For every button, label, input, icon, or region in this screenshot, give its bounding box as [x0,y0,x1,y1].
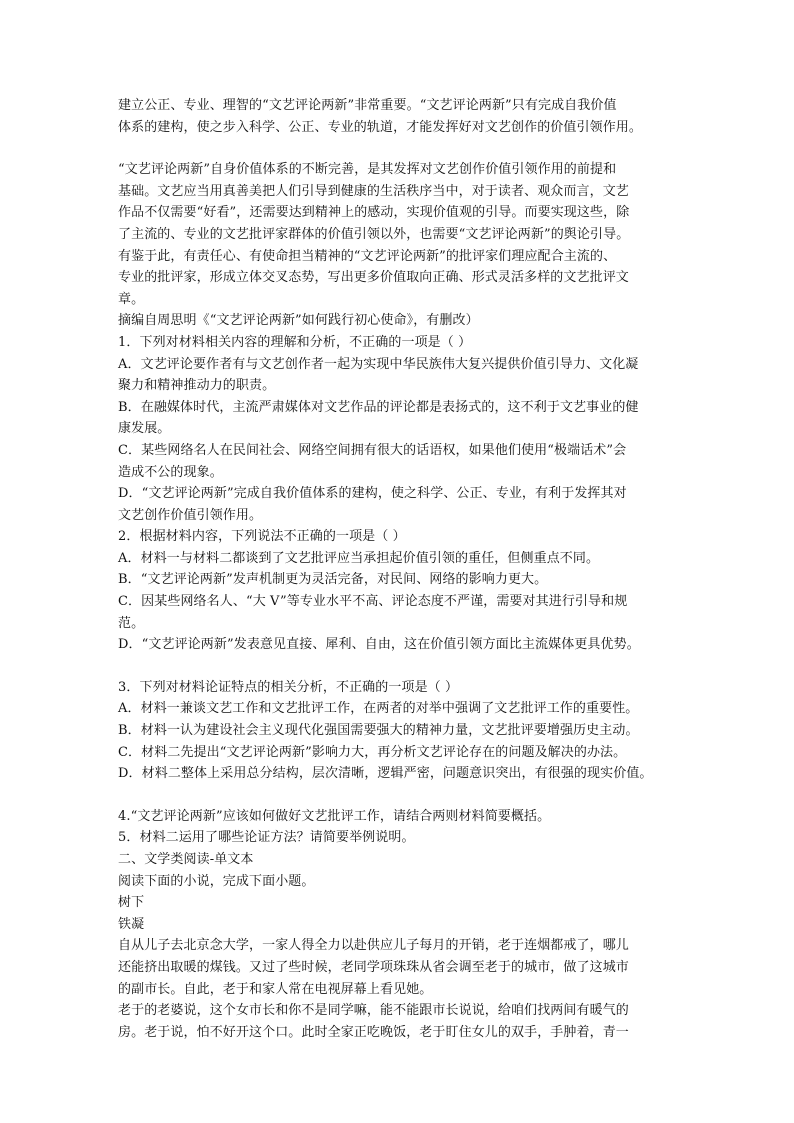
question-stem: 2．根据材料内容，下列说法不正确的一项是（ ） [118,529,406,545]
story-text-line: 还能挤出取暖的煤钱。又过了些时候，老同学项珠珠从省会调至老于的城市，做了这城市 [118,959,629,975]
question-5: 5．材料二运用了哪些论证方法？请简要举例说明。 [118,830,415,846]
question-3 [118,677,683,785]
option-c: C．某些网络名人在民间社会、网络空间拥有很大的话语权，如果他们使用“极端话术”会 [118,442,627,458]
section-heading: 二、文学类阅读-单文本 [118,852,254,867]
text-line: 了主流的、专业的文艺批评家群体的价值引领以外，也需要“文艺评论两新”的舆论引导。 [118,226,630,242]
option-a: A．材料一与材料二都谈到了文艺批评应当承担起价值引领的重任，但侧重点不同。 [118,550,600,566]
option-a: A．文艺评论要作者有与文艺创作者一起为实现中华民族伟大复兴提供价值引导力、文化凝 [118,356,639,372]
option-d-cont: 文艺创作价值引领作用。 [118,507,263,523]
option-d: D．材料二整体上采用总分结构，层次清晰，逻辑严密，问题意识突出，有很强的现实价值。 [118,766,653,782]
story-text-line: 房。老于说，怕不好开这个口。此时全家正吃晚饭，老于盯住女儿的双手，手肿着，青一 [118,1024,629,1040]
question-2 [118,526,683,656]
text-line: 有鉴于此，有责任心、有使命担当精神的“文艺评论两新”的批评家们理应配合主流的、 [118,248,617,264]
section-instruction: 阅读下面的小说，完成下面小题。 [118,873,315,889]
option-b: B．在融媒体时代，主流严肃媒体对文艺作品的评论都是表扬式的，这不利于文艺事业的健 [118,399,639,415]
option-d: D．“文艺评论两新”完成自我价值体系的建构，使之科学、公正、专业，有利于发挥其对 [118,486,627,502]
text-line: 体系的建构，使之步入科学、公正、专业的轨道，才能发挥好对文艺创作的价值引领作用。 [118,119,643,135]
story-text-line: 老于的老婆说，这个女市长和你不是同学嘛，能不能跟市长说说，给咱们找两间有暖气的 [118,1003,629,1019]
material-paragraph [118,159,683,310]
material-ending [118,95,683,138]
text-line: “文艺评论两新”自身价值体系的不断完善，是其发挥对文艺创作价值引领作用的前提和 [118,162,617,178]
option-c: C．因某些网络名人、“大 V”等专业水平不高、评论态度不严谨，需要对其进行引导和规 [118,594,628,610]
question-stem: 3．下列对材料论证特点的相关分析，不正确的一项是（ ） [118,679,459,695]
option-d: D．“文艺评论两新”发表意见直接、犀利、自由，这在价值引领方面比主流媒体更具优势。 [118,637,640,653]
paragraph-gap [118,138,683,159]
text-line: 建立公正、专业、理智的“文艺评论两新”非常重要。“文艺评论两新”只有完成自我价值 [118,98,617,113]
option-b: B．“文艺评论两新”发声机制更为灵活完备，对民间、网络的影响力更大。 [118,572,548,588]
paragraph-gap [118,785,683,806]
question-4: 4.“文艺评论两新”应该如何做好文艺批评工作，请结合两则材料简要概括。 [118,808,551,824]
source-citation: 摘编自周思明《“文艺评论两新”如何践行初心使命》，有删改） [118,313,479,329]
section-2 [118,849,683,1043]
option-c-cont: 造成不公的现象。 [118,464,223,480]
option-b-cont: 康发展。 [118,421,171,437]
text-line: 作品不仅需要“好看”，还需要达到精神上的感动，实现价值观的引导。而要实现这些，除 [118,205,630,221]
story-author: 铁凝 [118,916,145,932]
option-a: A．材料一兼谈文艺工作和文艺批评工作，在两者的对举中强调了文艺批评工作的重要性。 [118,701,639,717]
text-line: 基础。文艺应当用真善美把人们引导到健康的生活秩序当中，对于读者、观众而言，文艺 [118,183,629,199]
option-a-cont: 聚力和精神推动力的职责。 [118,378,276,394]
option-c-cont: 范。 [118,615,145,631]
question-1 [118,332,683,526]
question-stem: 1．下列对材料相关内容的理解和分析，不正确的一项是（ ） [118,334,472,350]
text-line: 章。 [118,291,145,307]
story-text-line: 自从儿子去北京念大学，一家人得全力以赴供应儿子每月的开销，老于连烟都戒了，哪儿 [118,938,629,954]
story-title: 树下 [118,895,145,911]
document-page [118,95,683,1043]
option-b: B．材料一认为建设社会主义现代化强国需要强大的精神力量，文艺批评要增强历史主动。 [118,723,639,739]
story-text-line: 的副市长。自此，老于和家人常在电视屏幕上看见她。 [118,981,433,997]
option-c: C．材料二先提出“文艺评论两新”影响力大，再分析文艺评论存在的问题及解决的办法。 [118,744,627,760]
text-line: 专业的批评家，形成立体交叉态势，写出更多价值取向正确、形式灵活多样的文艺批评文 [118,270,629,286]
paragraph-gap [118,656,683,677]
